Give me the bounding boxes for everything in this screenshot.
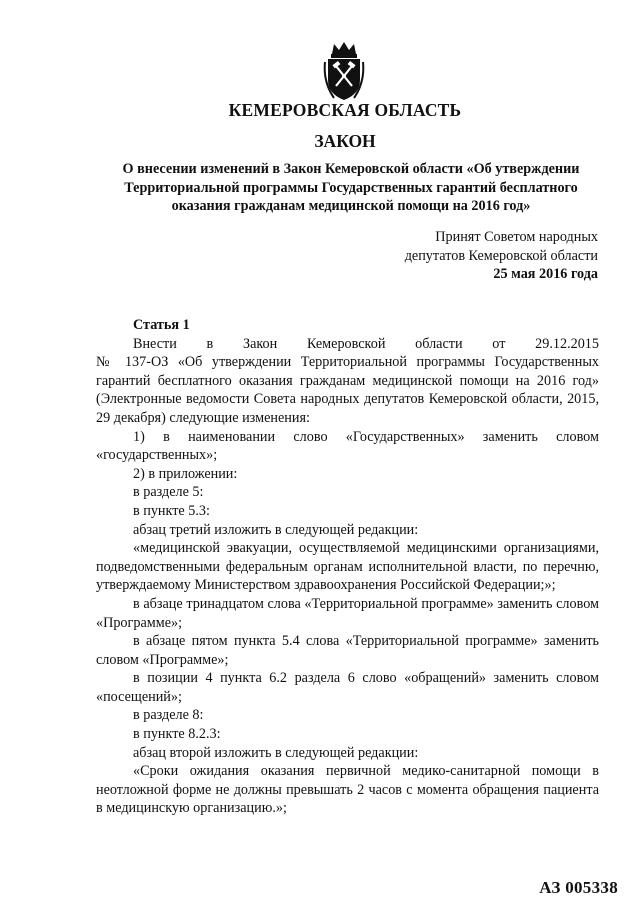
paragraph: абзац второй изложить в следующей редакции: [133, 744, 419, 761]
paragraph: в абзаце пятом пункта 5.4 слова «Территориальной программе» заменить словом «Программе»; [96, 633, 599, 668]
paragraph: «медицинской эвакуации, осуществляемой медицинскими организациями, подведомственными федеральным органам исполнительной власти, по перечню, утверждаемому Министерством здравоохранения Российской Федерации;»; [96, 540, 599, 594]
adoption-block [405, 228, 598, 284]
document-title [96, 160, 606, 216]
title-line: оказания гражданам медицинской помощи на 2016 год» [171, 198, 531, 214]
paragraph: «Сроки ожидания оказания первичной медико-санитарной помощи в неотложной форме не должны превышать 2 часов с момента обращения пациента в медицинскую организацию.»; [96, 763, 599, 817]
article-heading: Статья 1 [133, 317, 190, 333]
paragraph: в позиции 4 пункта 6.2 раздела 6 слово «обращений» заменить словом «посещений»; [96, 670, 599, 705]
title-line: О внесении изменений в Закон Кемеровской области «Об утверждении [122, 161, 580, 177]
adoption-date: 25 мая 2016 года [493, 266, 598, 282]
serial-number: АЗ 005338 [539, 878, 618, 897]
coat-of-arms-icon [322, 40, 366, 104]
document-body [96, 316, 599, 818]
paragraph: в пункте 5.3: [133, 502, 210, 519]
paragraph: в разделе 5: [133, 484, 204, 501]
region-name: КЕМЕРОВСКАЯ ОБЛАСТЬ [228, 100, 462, 120]
adopted-by-line: Принят Советом народных [435, 229, 598, 245]
paragraph: абзац третий изложить в следующей редакции: [133, 521, 419, 538]
paragraph: 1) в наименовании слово «Государственных» заменить словом «государственных»; [96, 428, 599, 464]
paragraph: в абзаце тринадцатом слова «Территориальной программе» заменить словом «Программе»; [96, 595, 599, 631]
paragraph: Внести в Закон Кемеровской области от 29.12.2015 [133, 335, 599, 352]
adopted-by-line: депутатов Кемеровской области [404, 247, 598, 264]
paragraph: в разделе 8: [133, 707, 204, 724]
paragraph: в пункте 8.2.3: [133, 726, 221, 743]
title-line: Территориальной программы Государственных гарантий бесплатного [124, 179, 578, 196]
paragraph: № 137-ОЗ «Об утверждении Территориальной программы Государственных гарантий бесплатного оказания гражданам медицинской помощи на 2016 год» (Электронные ведомости Совета народных депутатов Кемеровской области, 2015, 29 декабря) следующие изменения: [96, 354, 599, 426]
document-type: ЗАКОН [314, 131, 376, 151]
paragraph: 2) в приложении: [133, 465, 238, 482]
